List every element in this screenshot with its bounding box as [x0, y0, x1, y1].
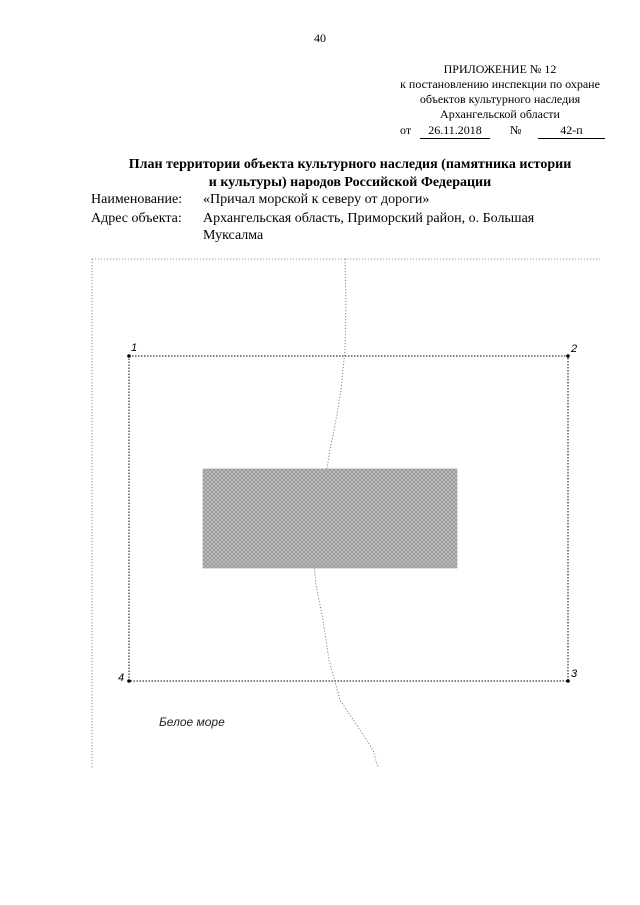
decree-date: 26.11.2018	[420, 123, 490, 139]
name-value: «Причал морской к северу от дороги»	[203, 192, 430, 207]
object-area	[203, 469, 457, 568]
vertex-label-4: 4	[118, 672, 125, 684]
decree-number-label: №	[510, 123, 522, 137]
decree-from-label: от	[400, 123, 412, 137]
page-number: 40	[314, 31, 326, 45]
title-line-2: и культуры) народов Российской Федерации	[208, 175, 492, 190]
appendix-line-3: Архангельской области	[440, 107, 560, 121]
appendix-line-2: объектов культурного наследия	[419, 92, 581, 106]
address-label: Адрес объекта:	[91, 211, 182, 226]
decree-number: 42-п	[538, 123, 605, 139]
vertex-marker-1	[127, 354, 131, 358]
appendix-title: ПРИЛОЖЕНИЕ № 12	[443, 62, 557, 76]
vertex-marker-2	[566, 354, 570, 358]
vertex-label-1: 1	[131, 342, 138, 354]
vertex-marker-4	[127, 679, 131, 683]
appendix-line-1: к постановлению инспекции по охране	[400, 77, 600, 91]
title-line-1: План территории объекта культурного наследия (памятника истории	[128, 157, 572, 172]
vertex-marker-3	[566, 679, 570, 683]
name-label: Наименование:	[91, 192, 183, 207]
vertex-label-2: 2	[571, 343, 578, 355]
address-line-2: Муксалма	[203, 228, 264, 243]
sea-label: Белое море	[159, 715, 225, 729]
vertex-label-3: 3	[571, 668, 578, 680]
address-line-1: Архангельская область, Приморский район, о. Большая	[203, 211, 535, 226]
